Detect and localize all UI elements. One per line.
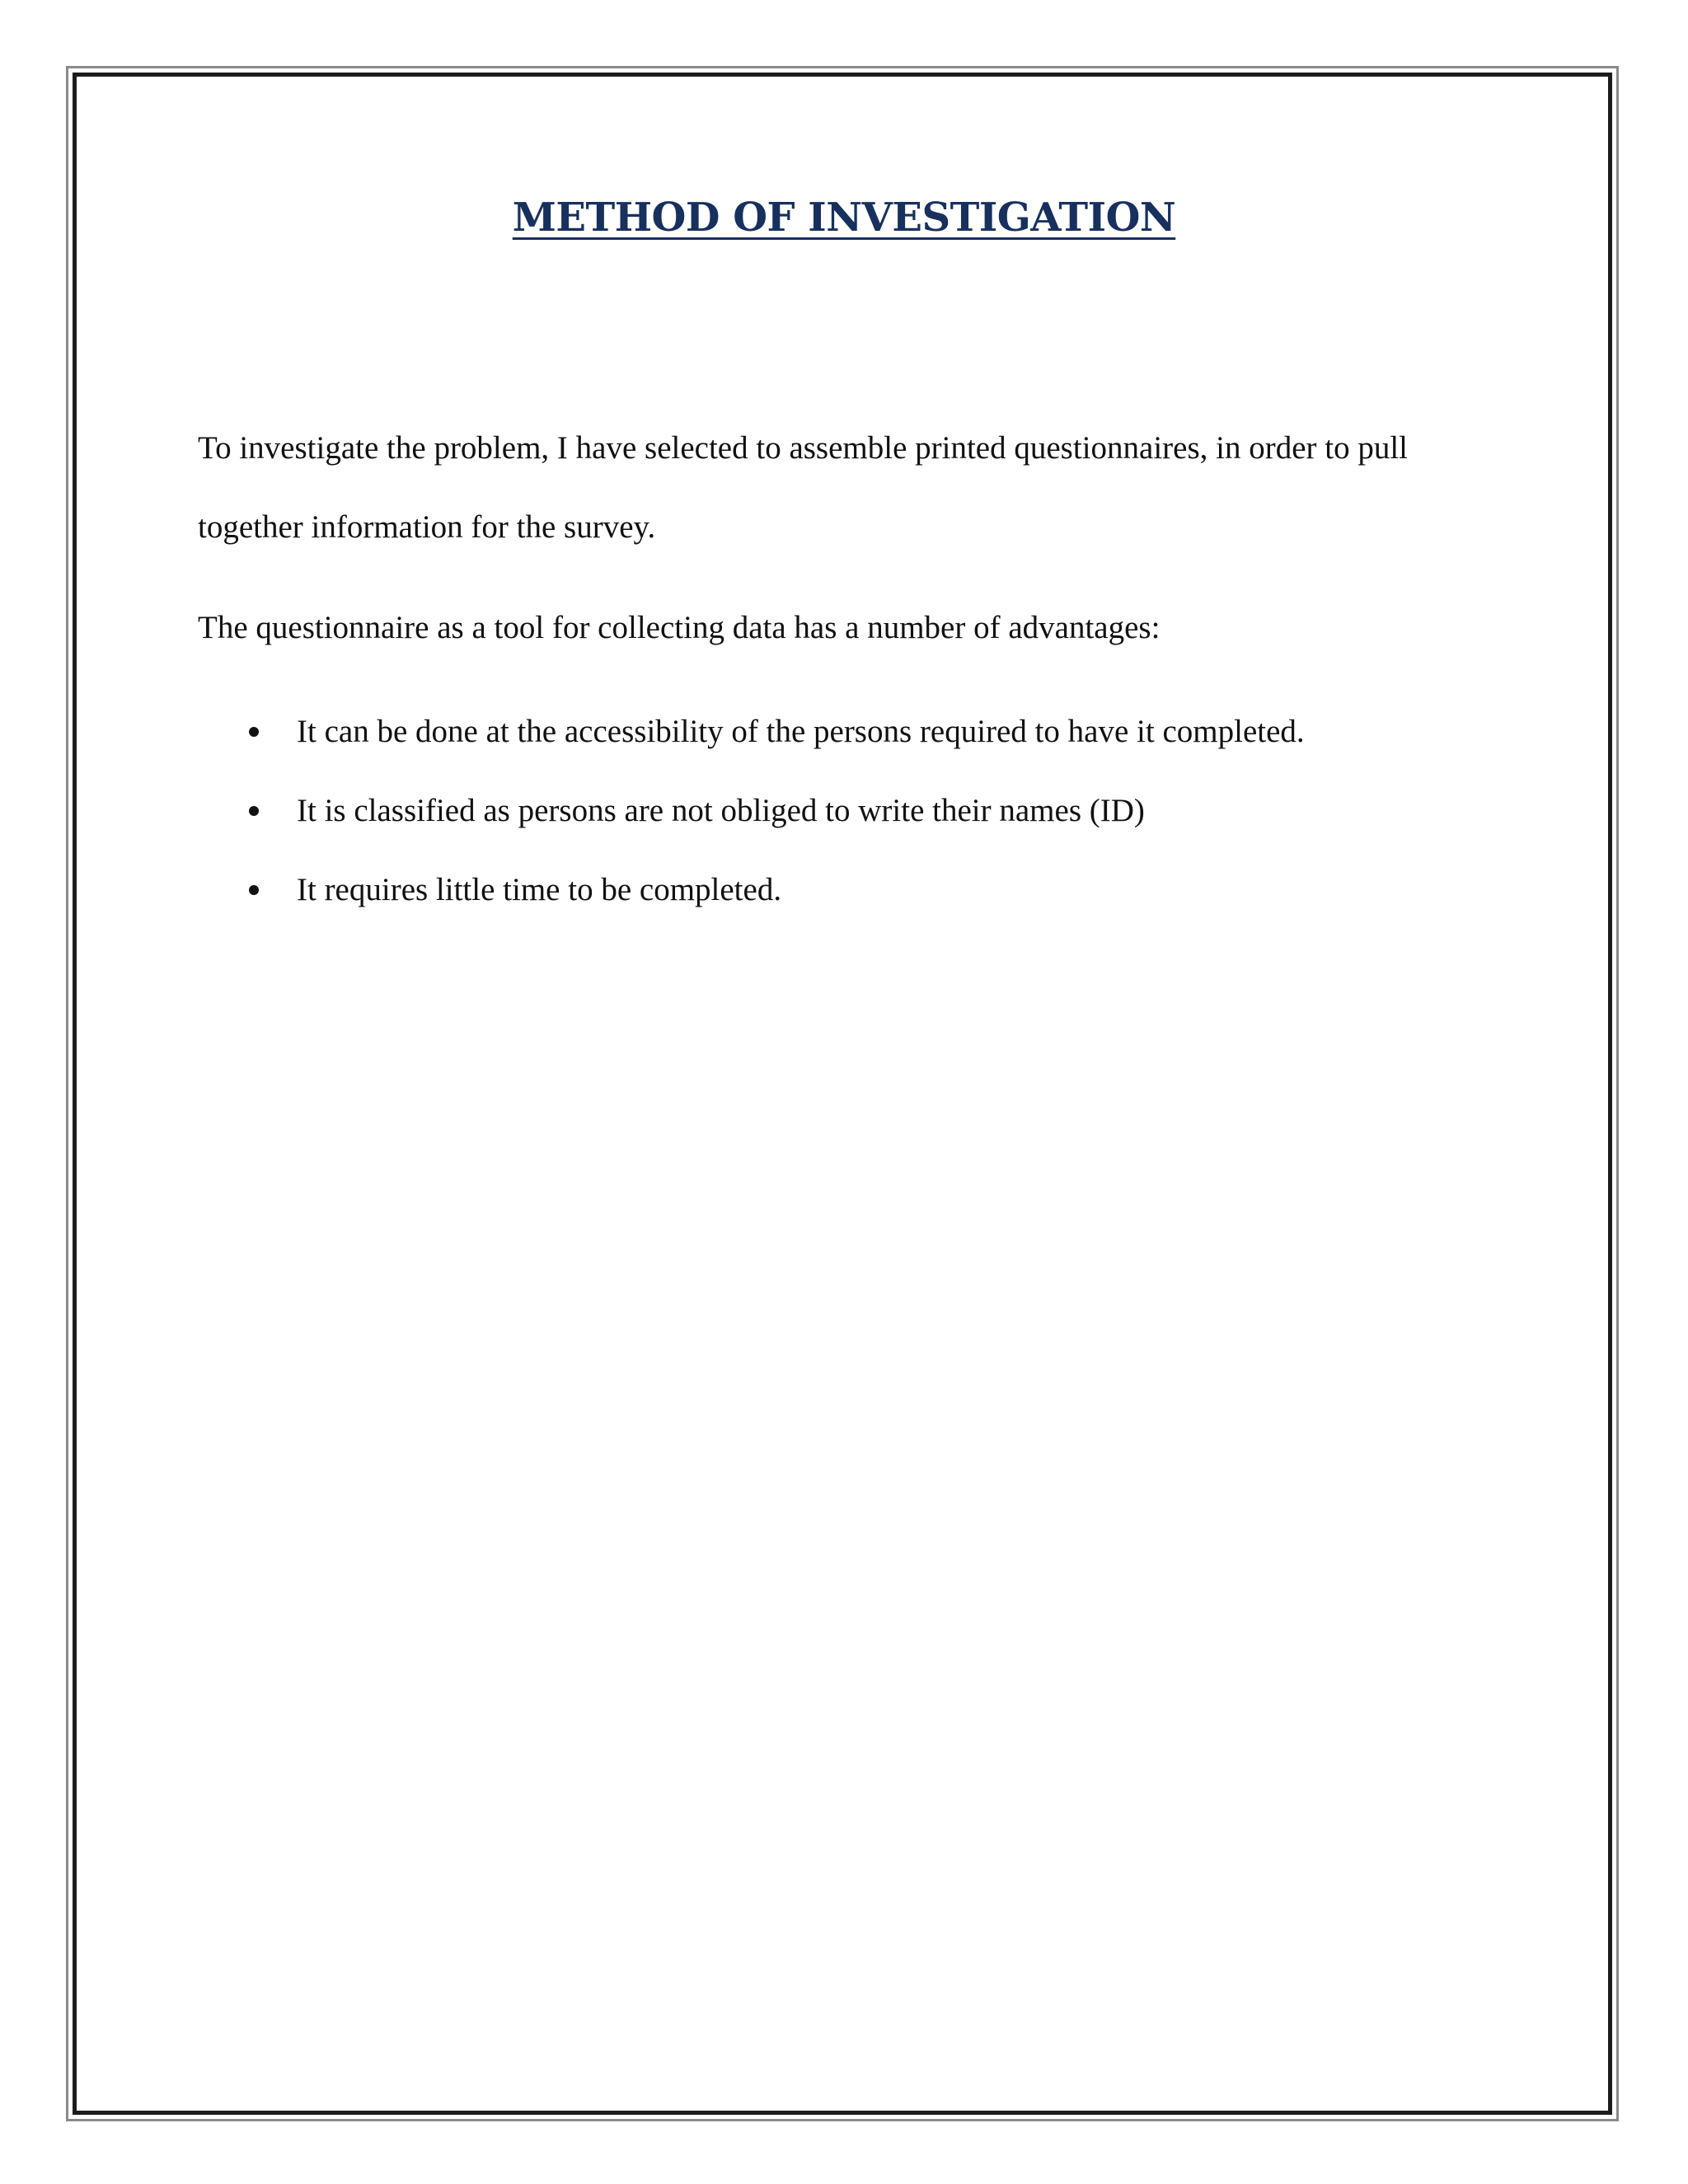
list-item-text: It is classified as persons are not obliged to write their names (ID) — [297, 793, 1145, 828]
intro-paragraph: To investigate the problem, I have selected to assemble printed questionnaires, in order to pull together information for the survey. — [198, 430, 1409, 545]
list-item — [198, 771, 1451, 851]
advantages-list — [198, 692, 1451, 930]
list-item-text: It can be done at the accessibility of the persons required to have it completed. — [297, 714, 1305, 749]
advantages-intro-paragraph: The questionnaire as a tool for collecting data has a number of advantages: — [198, 610, 1160, 645]
list-item-text: It requires little time to be completed. — [297, 872, 782, 907]
bullet-icon — [249, 885, 259, 895]
list-item — [198, 692, 1451, 771]
bullet-icon — [249, 806, 259, 816]
page-title-text: METHOD OF INVESTIGATION — [512, 194, 1176, 241]
list-item — [198, 851, 1451, 930]
bullet-icon — [249, 727, 259, 737]
page-title — [0, 194, 1688, 241]
page-border-inner — [73, 73, 1612, 2115]
